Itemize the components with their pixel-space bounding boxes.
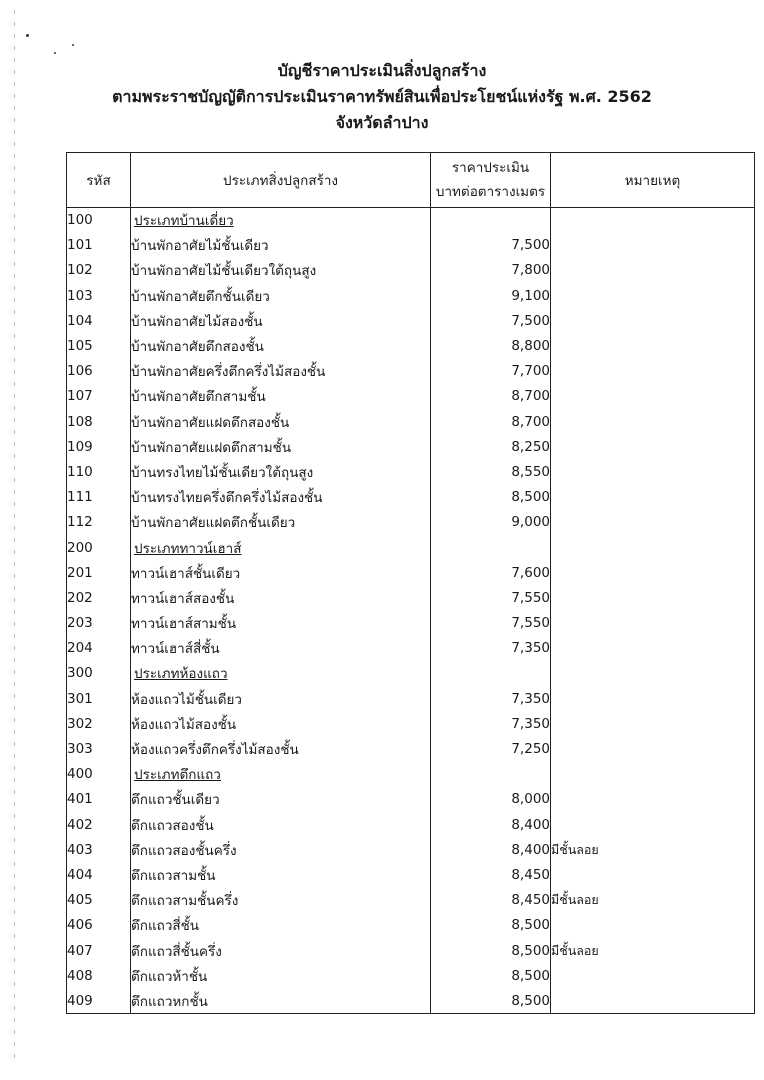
- cell-type: ห้องแถวครึ่งตึกครึ่งไม้สองชั้น: [131, 736, 431, 761]
- table-row: [67, 988, 755, 1013]
- cell-type: ห้องแถวไม้สองชั้น: [131, 711, 431, 736]
- cell-note: [551, 812, 755, 837]
- scan-speck: [72, 44, 74, 46]
- cell-price: 7,550: [431, 611, 551, 636]
- cell-note: [551, 384, 755, 409]
- cell-note: [551, 711, 755, 736]
- cell-price: 8,500: [431, 988, 551, 1013]
- cell-code: 204: [67, 636, 131, 661]
- table-row: [67, 913, 755, 938]
- cell-code: 112: [67, 510, 131, 535]
- cell-type: ทาวน์เฮาส์สองชั้น: [131, 585, 431, 610]
- cell-type: บ้านพักอาศัยครึ่งตึกครึ่งไม้สองชั้น: [131, 359, 431, 384]
- cell-price: 7,600: [431, 560, 551, 585]
- cell-type: ตึกแถวสี่ชั้น: [131, 913, 431, 938]
- table-row: [67, 459, 755, 484]
- table-row: [67, 283, 755, 308]
- cell-code: 110: [67, 459, 131, 484]
- table-row: [67, 963, 755, 988]
- price-table: [66, 152, 755, 1014]
- cell-note: [551, 233, 755, 258]
- cell-type: บ้านพักอาศัยไม้ชั้นเดียวใต้ถุนสูง: [131, 258, 431, 283]
- cell-code: 103: [67, 283, 131, 308]
- table-group-row: [67, 208, 755, 233]
- cell-note: [551, 333, 755, 358]
- column-header-note: หมายเหตุ: [551, 153, 755, 208]
- cell-type: บ้านพักอาศัยแฝดตึกสองชั้น: [131, 409, 431, 434]
- cell-note: [551, 585, 755, 610]
- cell-type: ตึกแถวชั้นเดียว: [131, 787, 431, 812]
- cell-type: ประเภททาวน์เฮาส์: [131, 535, 431, 560]
- table-row: [67, 787, 755, 812]
- cell-price: 7,500: [431, 233, 551, 258]
- column-header-price-line1: ราคาประเมิน: [451, 160, 530, 176]
- cell-code: 105: [67, 333, 131, 358]
- table-group-row: [67, 762, 755, 787]
- table-row: [67, 938, 755, 963]
- cell-type: บ้านพักอาศัยไม้สองชั้น: [131, 308, 431, 333]
- scan-margin-line: [14, 10, 15, 1060]
- table-row: [67, 560, 755, 585]
- cell-type: ทาวน์เฮาส์สามชั้น: [131, 611, 431, 636]
- column-header-code: รหัส: [67, 153, 131, 208]
- table-body: [67, 208, 755, 1014]
- cell-code: 400: [67, 762, 131, 787]
- cell-price: [431, 535, 551, 560]
- cell-type: ทาวน์เฮาส์ชั้นเดียว: [131, 560, 431, 585]
- cell-price: 8,450: [431, 888, 551, 913]
- cell-note: [551, 762, 755, 787]
- cell-type: บ้านทรงไทยครึ่งตึกครึ่งไม้สองชั้น: [131, 485, 431, 510]
- cell-price: 7,500: [431, 308, 551, 333]
- cell-price: 9,000: [431, 510, 551, 535]
- cell-code: 401: [67, 787, 131, 812]
- table-header-row: [67, 153, 755, 208]
- table-row: [67, 736, 755, 761]
- cell-price: 8,400: [431, 837, 551, 862]
- cell-code: 106: [67, 359, 131, 384]
- cell-note: [551, 560, 755, 585]
- cell-price: 8,700: [431, 409, 551, 434]
- cell-note: [551, 661, 755, 686]
- column-header-price-line2: บาทต่อตารางเมตร: [435, 184, 546, 200]
- cell-price: 9,100: [431, 283, 551, 308]
- cell-price: 8,500: [431, 963, 551, 988]
- cell-price: 7,250: [431, 736, 551, 761]
- document-subtitle: ตามพระราชบัญญัติการประเมินราคาทรัพย์สินเพื่อประโยชน์แห่งรัฐ พ.ศ. 2562: [112, 87, 652, 106]
- table-row: [67, 434, 755, 459]
- column-header-price: [431, 153, 551, 208]
- table-row: [67, 585, 755, 610]
- table-row: [67, 308, 755, 333]
- table-row: [67, 837, 755, 862]
- cell-price: 8,500: [431, 938, 551, 963]
- table-row: [67, 862, 755, 887]
- cell-type: ห้องแถวไม้ชั้นเดียว: [131, 686, 431, 711]
- cell-code: 403: [67, 837, 131, 862]
- cell-code: 107: [67, 384, 131, 409]
- cell-code: 300: [67, 661, 131, 686]
- table-row: [67, 359, 755, 384]
- cell-price: 7,550: [431, 585, 551, 610]
- cell-code: 202: [67, 585, 131, 610]
- cell-price: 8,800: [431, 333, 551, 358]
- cell-price: 7,350: [431, 711, 551, 736]
- table-row: [67, 711, 755, 736]
- cell-code: 407: [67, 938, 131, 963]
- cell-code: 301: [67, 686, 131, 711]
- cell-note: [551, 686, 755, 711]
- cell-price: 7,800: [431, 258, 551, 283]
- cell-note: [551, 736, 755, 761]
- table-row: [67, 384, 755, 409]
- table-row: [67, 636, 755, 661]
- cell-price: 7,350: [431, 686, 551, 711]
- cell-note: [551, 963, 755, 988]
- document-header: [0, 58, 764, 136]
- cell-note: มีชั้นลอย: [551, 938, 755, 963]
- cell-type: บ้านพักอาศัยไม้ชั้นเดียว: [131, 233, 431, 258]
- table-row: [67, 409, 755, 434]
- cell-type: ตึกแถวหกชั้น: [131, 988, 431, 1013]
- cell-price: 8,550: [431, 459, 551, 484]
- table-row: [67, 510, 755, 535]
- cell-price: [431, 208, 551, 233]
- cell-price: 8,450: [431, 862, 551, 887]
- cell-code: 303: [67, 736, 131, 761]
- cell-code: 302: [67, 711, 131, 736]
- document-title: บัญชีราคาประเมินสิ่งปลูกสร้าง: [277, 61, 487, 80]
- cell-price: 8,700: [431, 384, 551, 409]
- table-row: [67, 485, 755, 510]
- table-row: [67, 233, 755, 258]
- cell-note: [551, 636, 755, 661]
- cell-code: 111: [67, 485, 131, 510]
- cell-code: 200: [67, 535, 131, 560]
- cell-note: [551, 988, 755, 1013]
- cell-price: [431, 762, 551, 787]
- cell-type: บ้านพักอาศัยตึกชั้นเดียว: [131, 283, 431, 308]
- cell-note: [551, 787, 755, 812]
- cell-code: 203: [67, 611, 131, 636]
- table-row: [67, 258, 755, 283]
- cell-type: บ้านพักอาศัยแฝดตึกชั้นเดียว: [131, 510, 431, 535]
- cell-code: 101: [67, 233, 131, 258]
- cell-price: 7,350: [431, 636, 551, 661]
- cell-note: [551, 862, 755, 887]
- cell-note: [551, 434, 755, 459]
- cell-type: ประเภทตึกแถว: [131, 762, 431, 787]
- cell-note: [551, 359, 755, 384]
- cell-type: บ้านพักอาศัยแฝดตึกสามชั้น: [131, 434, 431, 459]
- table-row: [67, 812, 755, 837]
- cell-code: 102: [67, 258, 131, 283]
- table-row: [67, 888, 755, 913]
- table-group-row: [67, 535, 755, 560]
- table-group-row: [67, 661, 755, 686]
- cell-note: [551, 611, 755, 636]
- province-name: จังหวัดลำปาง: [335, 113, 429, 132]
- cell-code: 201: [67, 560, 131, 585]
- cell-price: 8,250: [431, 434, 551, 459]
- cell-code: 108: [67, 409, 131, 434]
- cell-code: 104: [67, 308, 131, 333]
- cell-code: 404: [67, 862, 131, 887]
- cell-price: 8,500: [431, 913, 551, 938]
- cell-type: ตึกแถวสามชั้น: [131, 862, 431, 887]
- table-row: [67, 686, 755, 711]
- scan-speck: [26, 34, 29, 37]
- cell-note: [551, 308, 755, 333]
- cell-type: ตึกแถวสองชั้นครึ่ง: [131, 837, 431, 862]
- cell-note: [551, 283, 755, 308]
- cell-note: [551, 409, 755, 434]
- cell-note: [551, 485, 755, 510]
- cell-price: 7,700: [431, 359, 551, 384]
- cell-type: ตึกแถวสี่ชั้นครึ่ง: [131, 938, 431, 963]
- cell-code: 409: [67, 988, 131, 1013]
- cell-note: [551, 258, 755, 283]
- cell-code: 406: [67, 913, 131, 938]
- cell-type: บ้านพักอาศัยตึกสามชั้น: [131, 384, 431, 409]
- cell-type: ประเภทบ้านเดี่ยว: [131, 208, 431, 233]
- cell-note: [551, 913, 755, 938]
- cell-type: ตึกแถวสองชั้น: [131, 812, 431, 837]
- cell-code: 408: [67, 963, 131, 988]
- cell-note: [551, 510, 755, 535]
- cell-note: [551, 459, 755, 484]
- cell-note: มีชั้นลอย: [551, 888, 755, 913]
- cell-note: [551, 208, 755, 233]
- cell-price: 8,400: [431, 812, 551, 837]
- cell-type: ตึกแถวห้าชั้น: [131, 963, 431, 988]
- cell-type: ตึกแถวสามชั้นครึ่ง: [131, 888, 431, 913]
- cell-code: 405: [67, 888, 131, 913]
- scan-speck: [54, 52, 56, 54]
- cell-type: ทาวน์เฮาส์สี่ชั้น: [131, 636, 431, 661]
- cell-code: 402: [67, 812, 131, 837]
- cell-note: [551, 535, 755, 560]
- cell-note: มีชั้นลอย: [551, 837, 755, 862]
- cell-price: 8,500: [431, 485, 551, 510]
- column-header-type: ประเภทสิ่งปลูกสร้าง: [131, 153, 431, 208]
- cell-price: [431, 661, 551, 686]
- cell-type: บ้านทรงไทยไม้ชั้นเดียวใต้ถุนสูง: [131, 459, 431, 484]
- cell-price: 8,000: [431, 787, 551, 812]
- cell-type: ประเภทห้องแถว: [131, 661, 431, 686]
- cell-code: 109: [67, 434, 131, 459]
- cell-type: บ้านพักอาศัยตึกสองชั้น: [131, 333, 431, 358]
- table-row: [67, 333, 755, 358]
- cell-code: 100: [67, 208, 131, 233]
- table-row: [67, 611, 755, 636]
